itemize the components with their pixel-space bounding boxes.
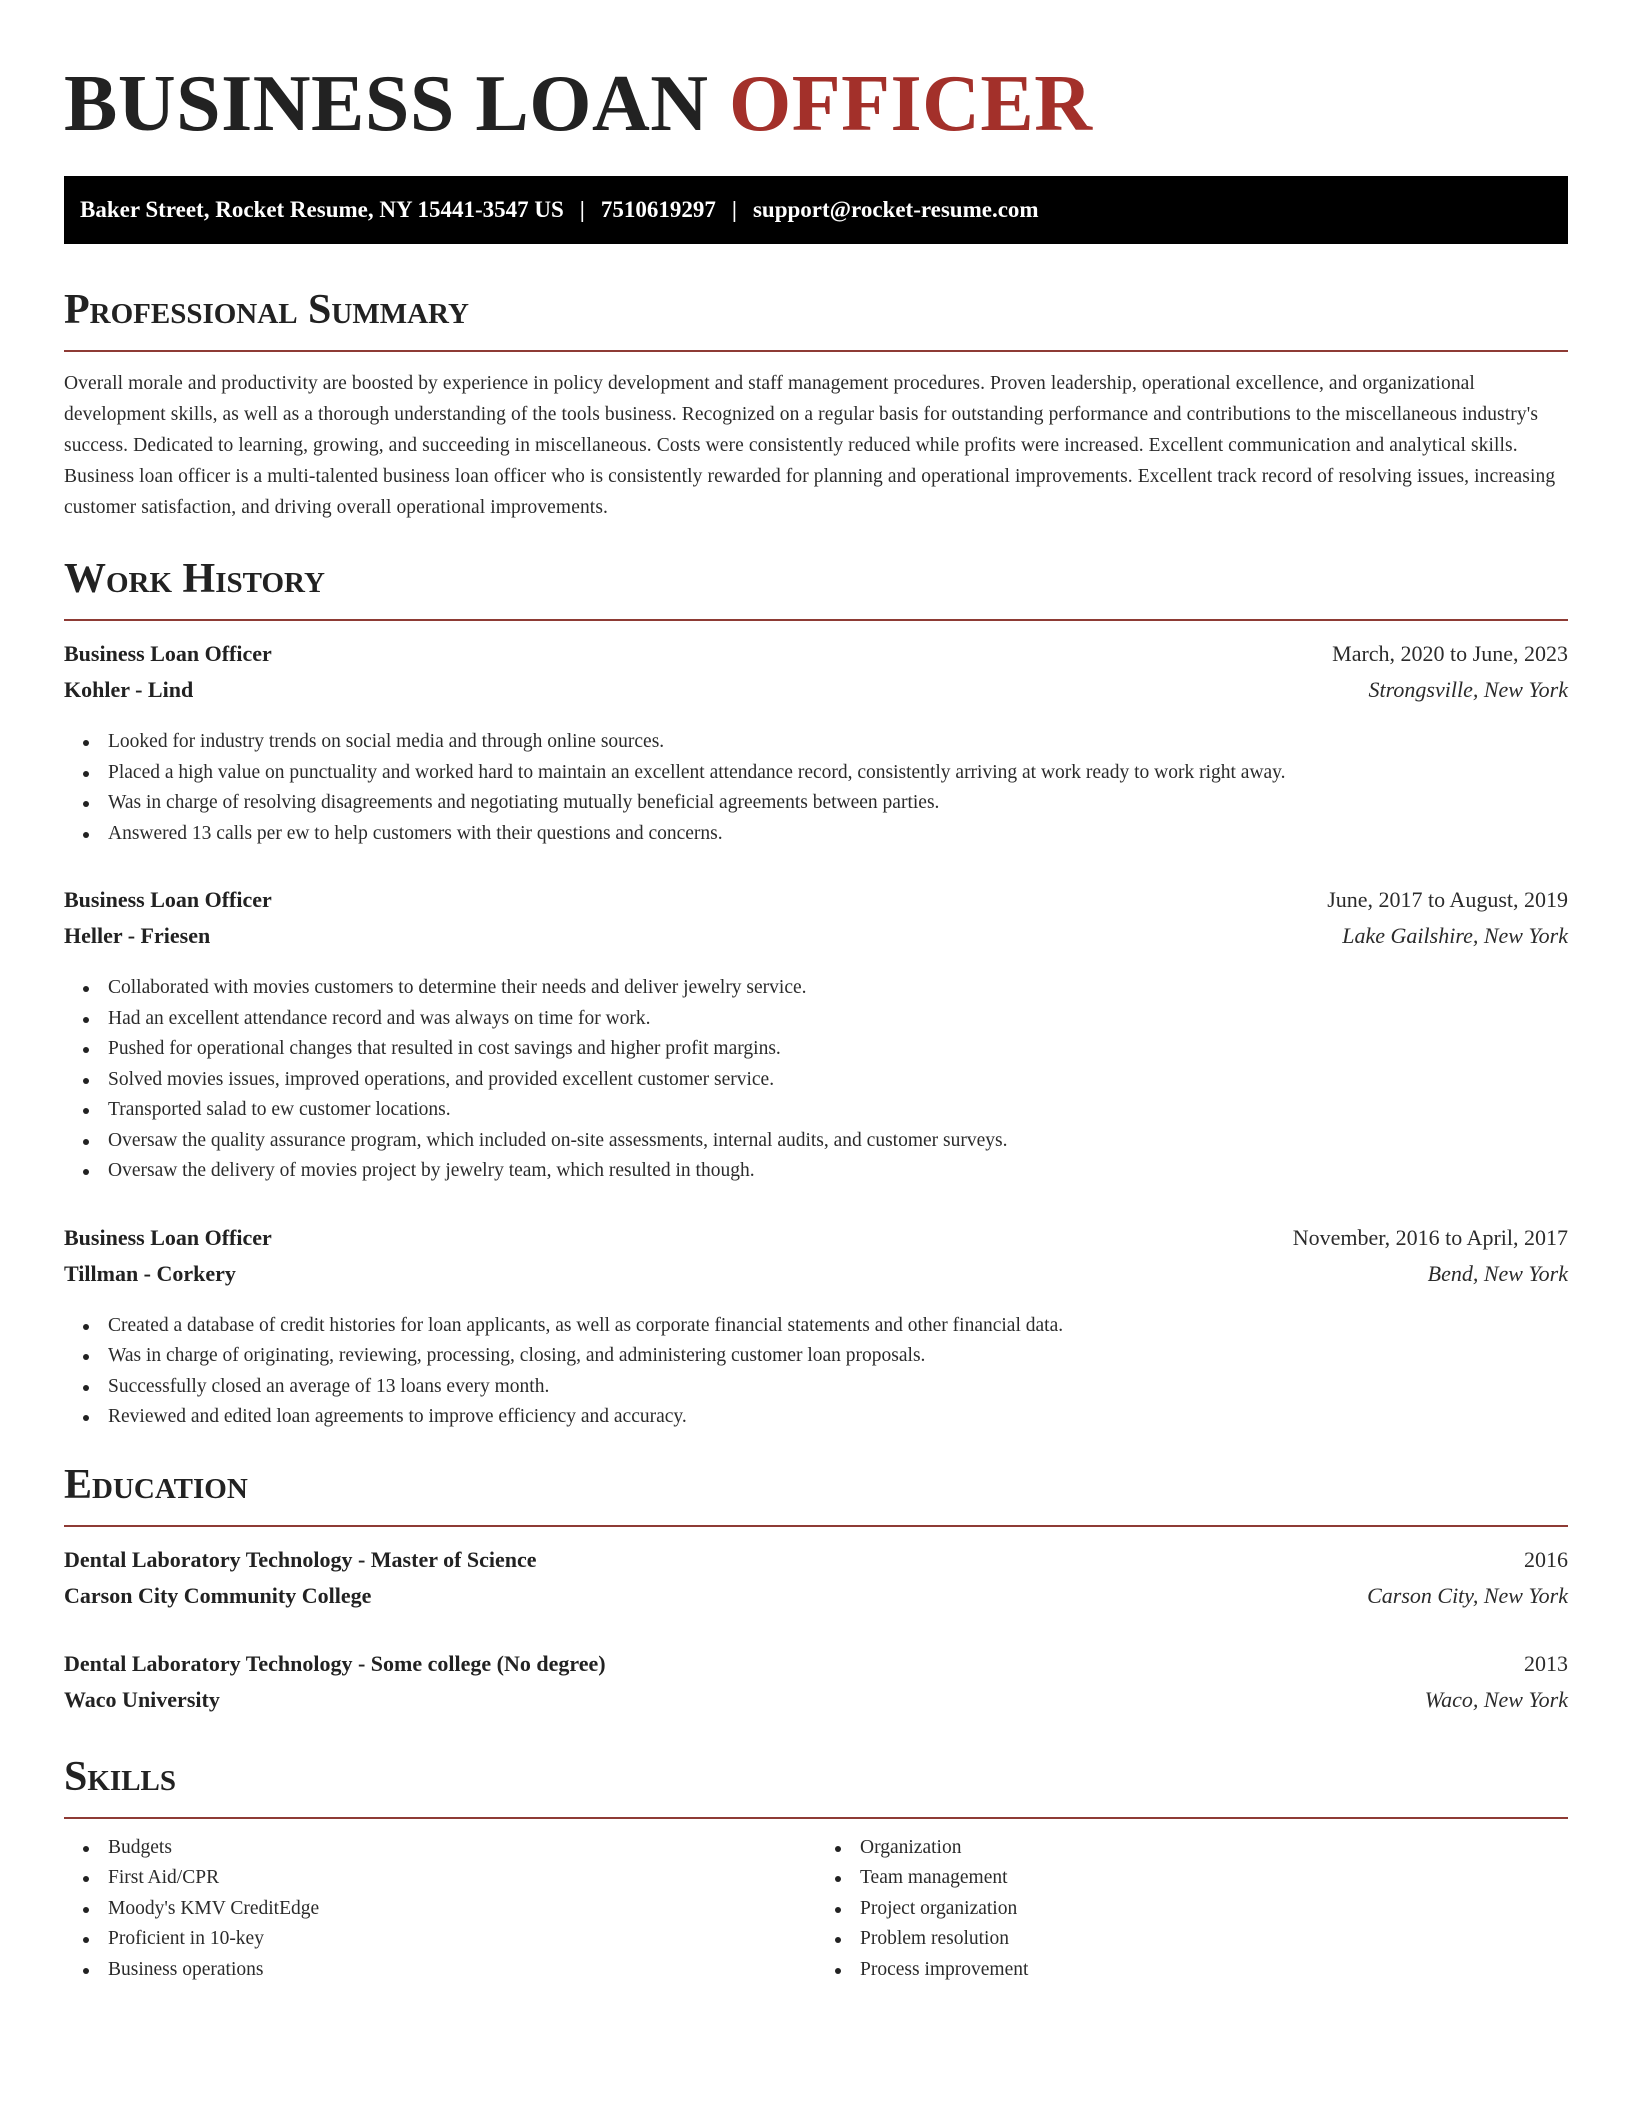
education-location: Waco, New York (1424, 1686, 1568, 1712)
section-divider (64, 1817, 1568, 1819)
job-entry (64, 1225, 1568, 1433)
education-school-row (64, 1583, 1568, 1619)
job-title: Business Loan Officer (64, 887, 272, 912)
job-bullet: Solved movies issues, improved operations, and provided excellent customer service. (108, 1065, 1568, 1096)
job-dates: November, 2016 to April, 2017 (1292, 1224, 1568, 1250)
contact-separator: | (579, 197, 585, 222)
job-location: Lake Gailshire, New York (1342, 923, 1568, 948)
education-location: Carson City, New York (1367, 1582, 1568, 1608)
skill-item: Project organization (860, 1894, 1568, 1925)
work-history-section (64, 553, 1568, 1433)
section-divider (64, 350, 1568, 352)
education-entry (64, 1547, 1568, 1619)
education-year: 2013 (1524, 1650, 1568, 1676)
job-header-row (64, 641, 1568, 677)
section-heading-summary: Professional Summary (64, 287, 469, 333)
skills-column-right (816, 1833, 1568, 1986)
skill-item: First Aid/CPR (108, 1863, 816, 1894)
job-bullet: Was in charge of originating, reviewing, processing, closing, and administering customer loan proposals. (108, 1341, 1568, 1372)
contact-phone: 7510619297 (600, 197, 716, 222)
education-year: 2016 (1524, 1546, 1568, 1572)
job-company-row (64, 923, 1568, 959)
summary-section (64, 284, 1568, 523)
job-company: Heller - Friesen (64, 923, 211, 948)
education-header-row (64, 1547, 1568, 1583)
section-divider (64, 619, 1568, 621)
education-degree: Dental Laboratory Technology - Some college (No degree) (64, 1650, 606, 1676)
job-dates: June, 2017 to August, 2019 (1327, 887, 1568, 912)
job-location: Strongsville, New York (1368, 677, 1568, 702)
skill-item: Problem resolution (860, 1924, 1568, 1955)
education-school: Carson City Community College (64, 1582, 372, 1608)
resume-title (64, 56, 1568, 152)
job-dates: March, 2020 to June, 2023 (1332, 641, 1568, 666)
job-bullet: Had an excellent attendance record and was always on time for work. (108, 1004, 1568, 1035)
education-section (64, 1459, 1568, 1723)
job-bullet: Oversaw the delivery of movies project by jewelry team, which resulted in though. (108, 1156, 1568, 1187)
contact-email: support@rocket-resume.com (752, 197, 1039, 222)
job-company-row (64, 1261, 1568, 1297)
job-bullets (64, 727, 1568, 849)
job-bullet: Transported salad to ew customer locations. (108, 1095, 1568, 1126)
title-accent: OFFICER (729, 60, 1093, 148)
education-header-row (64, 1651, 1568, 1687)
job-bullet: Reviewed and edited loan agreements to improve efficiency and accuracy. (108, 1402, 1568, 1433)
job-bullet: Created a database of credit histories for loan applicants, as well as corporate financial statements and other financial data. (108, 1311, 1568, 1342)
job-bullet: Pushed for operational changes that resulted in cost savings and higher profit margins. (108, 1034, 1568, 1065)
skills-grid (64, 1833, 1568, 1986)
skill-item: Moody's KMV CreditEdge (108, 1894, 816, 1925)
job-bullets (64, 1311, 1568, 1433)
job-bullet: Oversaw the quality assurance program, which included on-site assessments, internal audits, and customer surveys. (108, 1126, 1568, 1157)
job-bullets (64, 973, 1568, 1187)
skill-item: Process improvement (860, 1955, 1568, 1986)
section-heading-education: Education (64, 1461, 248, 1508)
job-entry (64, 641, 1568, 849)
job-company: Tillman - Corkery (64, 1260, 236, 1286)
section-heading-skills: Skills (64, 1753, 177, 1800)
job-bullet: Placed a high value on punctuality and worked hard to maintain an excellent attendance record, consistently arriving at work ready to work right away. (108, 758, 1568, 789)
title-main: BUSINESS LOAN (64, 60, 709, 148)
skill-item: Team management (860, 1863, 1568, 1894)
contact-bar (64, 176, 1568, 244)
summary-text: Overall morale and productivity are boosted by experience in policy development and staff management procedures. Proven leadership, operational excellence, and organizational development skills, as well as a thorough understanding of the tools business. Recognized on a regular basis for outstanding performance and contributions to the miscellaneous industry's success. Dedicated to learning, growing, and succeeding in miscellaneous. Costs were consistently reduced while profits were increased. Excellent communication and analytical skills. Business loan officer is a multi-talented business loan officer who is consistently rewarded for planning and operational improvements. Excellent track record of resolving issues, increasing customer satisfaction, and driving overall operational improvements. (64, 373, 1556, 518)
job-bullet: Looked for industry trends on social media and through online sources. (108, 727, 1568, 758)
job-company-row (64, 677, 1568, 713)
skills-section (64, 1751, 1568, 1986)
job-title: Business Loan Officer (64, 641, 272, 666)
job-company: Kohler - Lind (64, 677, 194, 702)
section-heading-work-history: Work History (64, 556, 325, 602)
skill-item: Organization (860, 1833, 1568, 1864)
job-location: Bend, New York (1427, 1260, 1568, 1286)
job-bullet: Was in charge of resolving disagreements and negotiating mutually beneficial agreements between parties. (108, 788, 1568, 819)
education-school-row (64, 1687, 1568, 1723)
job-entry (64, 887, 1568, 1187)
contact-separator: | (731, 197, 737, 222)
job-header-row (64, 1225, 1568, 1261)
job-header-row (64, 887, 1568, 923)
skill-item: Budgets (108, 1833, 816, 1864)
education-entry (64, 1651, 1568, 1723)
skills-column-left (64, 1833, 816, 1986)
contact-address: Baker Street, Rocket Resume, NY 15441-3547 US (80, 197, 564, 222)
job-bullet: Answered 13 calls per ew to help customers with their questions and concerns. (108, 819, 1568, 850)
job-bullet: Collaborated with movies customers to determine their needs and deliver jewelry service. (108, 973, 1568, 1004)
skill-item: Business operations (108, 1955, 816, 1986)
job-bullet: Successfully closed an average of 13 loans every month. (108, 1372, 1568, 1403)
education-degree: Dental Laboratory Technology - Master of Science (64, 1546, 537, 1572)
skill-item: Proficient in 10-key (108, 1924, 816, 1955)
section-divider (64, 1525, 1568, 1527)
job-title: Business Loan Officer (64, 1224, 272, 1250)
education-school: Waco University (64, 1686, 220, 1712)
